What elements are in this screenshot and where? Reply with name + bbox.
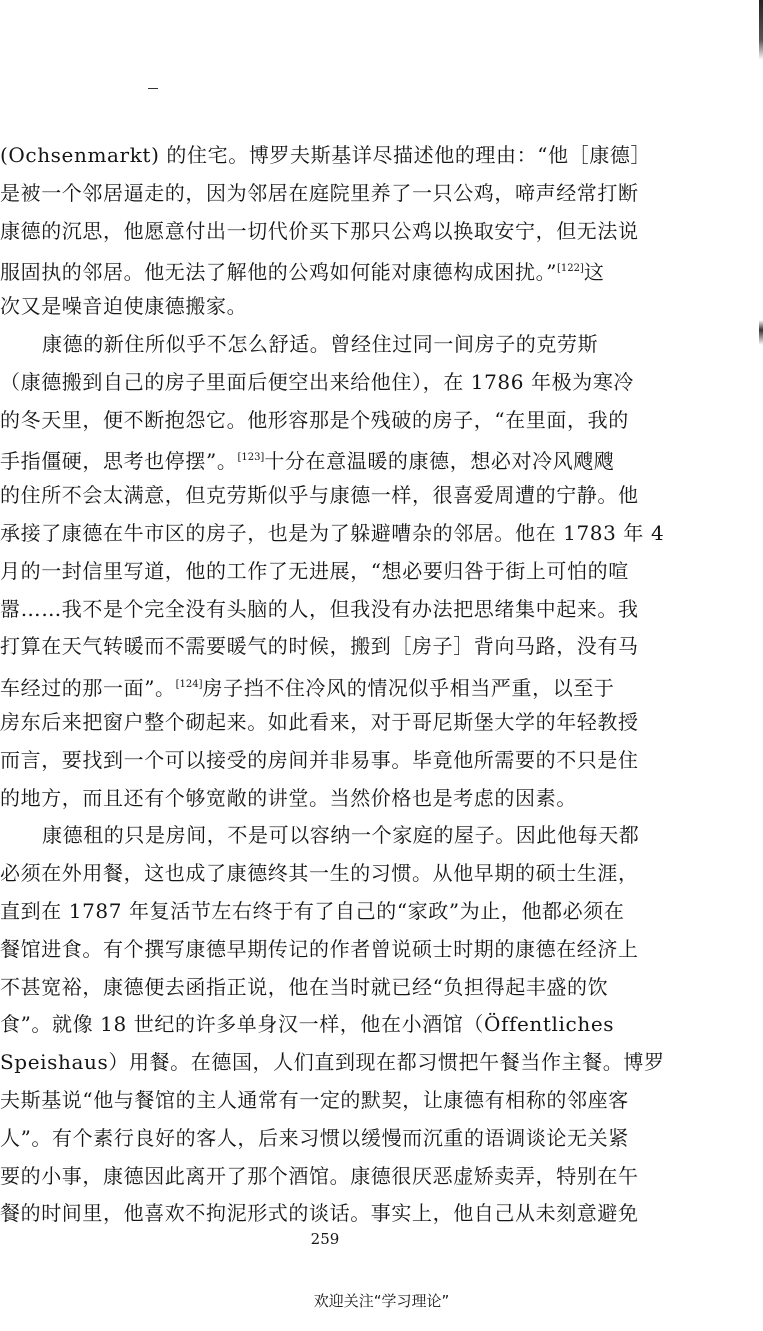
text-line: 餐的时间里，他喜欢不拘泥形式的谈话。事实上，他自己从未刻意避免 — [0, 1201, 639, 1226]
text-line: 承接了康德在牛市区的房子，也是为了躲避嘈杂的邻居。他在 1783 年 4 — [0, 520, 665, 545]
text-line: 而言，要找到一个可以接受的房间并非易事。毕竟他所需要的不只是住 — [0, 747, 639, 772]
text-line: 服固执的邻居。他无法了解他的公鸡如何能对康德构成困扰。”[122]这 — [0, 260, 605, 285]
text-line: 次又是噪音迫使康德搬家。 — [0, 294, 248, 319]
text-line: 是被一个邻居逼走的，因为邻居在庭院里养了一只公鸡，啼声经常打断 — [0, 180, 639, 205]
text-line: 月的一封信里写道，他的工作了无进展，“想必要归咎于街上可怕的喧 — [0, 558, 629, 583]
text-line: 手指僵硬，思考也停摆”。[123]十分在意温暖的康德，想必对冷风飕飕 — [0, 449, 615, 474]
scan-edge-artifact — [759, 0, 763, 1331]
text-line: 夫斯基说“他与餐馆的主人通常有一定的默契，让康德有相称的邻座客 — [0, 1087, 629, 1112]
text-line: 车经过的那一面”。[124]房子挡不住冷风的情况似乎相当严重，以至于 — [0, 676, 615, 701]
text-line: 餐馆进食。有个撰写康德早期传记的作者曾说硕士时期的康德在经济上 — [0, 936, 639, 961]
paragraph-start-line: 康德租的只是房间，不是可以容纳一个家庭的屋子。因此他每天都 — [42, 823, 640, 848]
text-line: (Ochsenmarkt) 的住宅。博罗夫斯基详尽描述他的理由：“他［康德］ — [0, 143, 652, 167]
text-line: 必须在外用餐，这也成了康德终其一生的习惯。从他早期的硕士生涯， — [0, 861, 639, 886]
footer-note: 欢迎关注“学习理论” — [313, 1292, 450, 1310]
text-line: 康德的沉思，他愿意付出一切代价买下那只公鸡以换取安宁，但无法说 — [0, 218, 639, 243]
page-body — [0, 137, 665, 1233]
text-line: 食”。就像 18 世纪的许多单身汉一样，他在小酒馆（Öffentliches — [0, 1012, 615, 1037]
text-line: 打算在天气转暖而不需要暖气的时候，搬到［房子］背向马路，没有马 — [0, 634, 639, 659]
text-line: 的地方，而且还有个够宽敞的讲堂。当然价格也是考虑的因素。 — [0, 785, 577, 810]
footnote-ref: [123] — [237, 452, 265, 464]
text-line: 房东后来把窗户整个砌起来。如此看来，对于哥尼斯堡大学的年轻教授 — [0, 709, 639, 734]
text-line: 直到在 1787 年复活节左右终于有了自己的“家政”为止，他都必须在 — [0, 898, 625, 923]
scan-tick-mark — [148, 88, 158, 89]
text-line: 要的小事，康德因此离开了那个酒馆。康德很厌恶虚矫卖弄，特别在午 — [0, 1163, 639, 1188]
text-line: 的冬天里，便不断抱怨它。他形容那是个残破的房子，“在里面，我的 — [0, 407, 629, 432]
text-line: 人”。有个素行良好的客人，后来习惯以缓慢而沉重的语调谈论无关紧 — [0, 1125, 629, 1150]
footnote-ref: [122] — [557, 263, 584, 275]
text-line: 嚣……我不是个完全没有头脑的人，但我没有办法把思绪集中起来。我 — [0, 596, 639, 621]
text-line: （康德搬到自己的房子里面后便空出来给他住），在 1786 年极为寒冷 — [0, 369, 635, 394]
text-line: 的住所不会太满意，但克劳斯似乎与康德一样，很喜爱周遭的宁静。他 — [0, 483, 639, 508]
page-number: 259 — [310, 1230, 340, 1248]
paragraph-start-line: 康德的新住所似乎不怎么舒适。曾经住过同一间房子的克劳斯 — [42, 331, 599, 356]
text-line: Speishaus）用餐。在德国，人们直到现在都习惯把午餐当作主餐。博罗 — [0, 1050, 665, 1075]
footnote-ref: [124] — [175, 679, 203, 691]
text-line: 不甚宽裕，康德便去函指正说，他在当时就已经“负担得起丰盛的饮 — [0, 974, 609, 999]
